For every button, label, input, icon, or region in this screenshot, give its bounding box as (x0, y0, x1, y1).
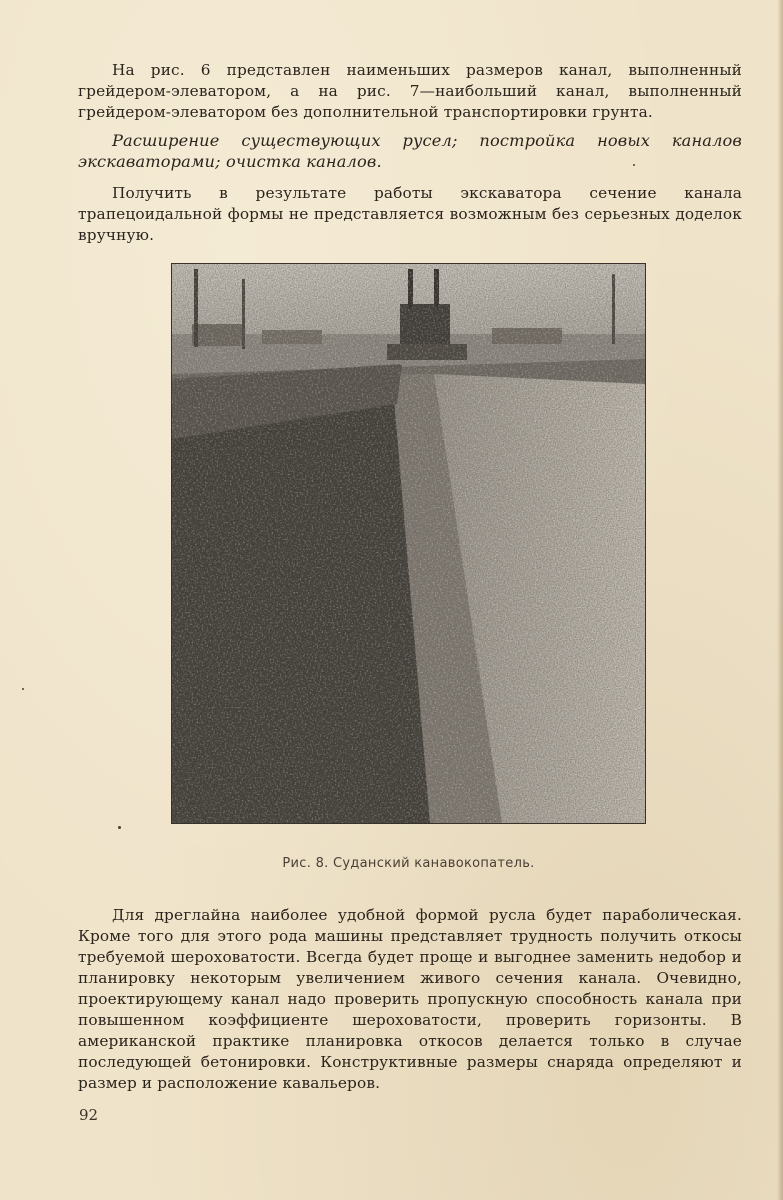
page-number: 92 (79, 1106, 99, 1124)
figure-photo-canal-digger (171, 263, 646, 824)
photo-scene (172, 264, 645, 823)
section-heading: Расширение существующих русел; постройка новых каналов экскаваторами; очистка каналов. (78, 131, 742, 171)
paragraph-excavator: Получить в результате работы экскаватора сечение канала трапецоидальной формы не представляется возможным без серьезных доделок вручную. (78, 184, 742, 244)
figure-caption: Рис. 8. Суданский канавокопатель. (282, 856, 535, 871)
paper-speck (118, 826, 121, 829)
paragraph-intro: На рис. 6 представлен наименьших размеров канал, выполненный грейдером-элеватором, а на рис. 7—наибольший канал, выполненный грейдером-элеватором без дополнительной транспортировки грунта. (78, 61, 742, 121)
paper-speck (633, 164, 635, 166)
paper-speck (22, 688, 24, 690)
paragraph-dragline: Для дреглайна наиболее удобной формой русла будет параболическая. Кроме того для этого рода машины представляет трудность получить откосы требуемой шероховатости. Всегда будет проще и выгоднее заменить недобор и планировку некоторым увеличением живого сечения канала. Очевидно, проектирующему канал надо проверить пропускную способность канала при повышенном коэффициенте шероховатости, проверить горизонты. В американской практике планировка откосов делается только в случае последующей бетонировки. Конструктивные размеры снаряда определяют и размер и расположение кавальеров. (78, 906, 742, 1092)
page-spine-shadow (777, 0, 783, 1200)
